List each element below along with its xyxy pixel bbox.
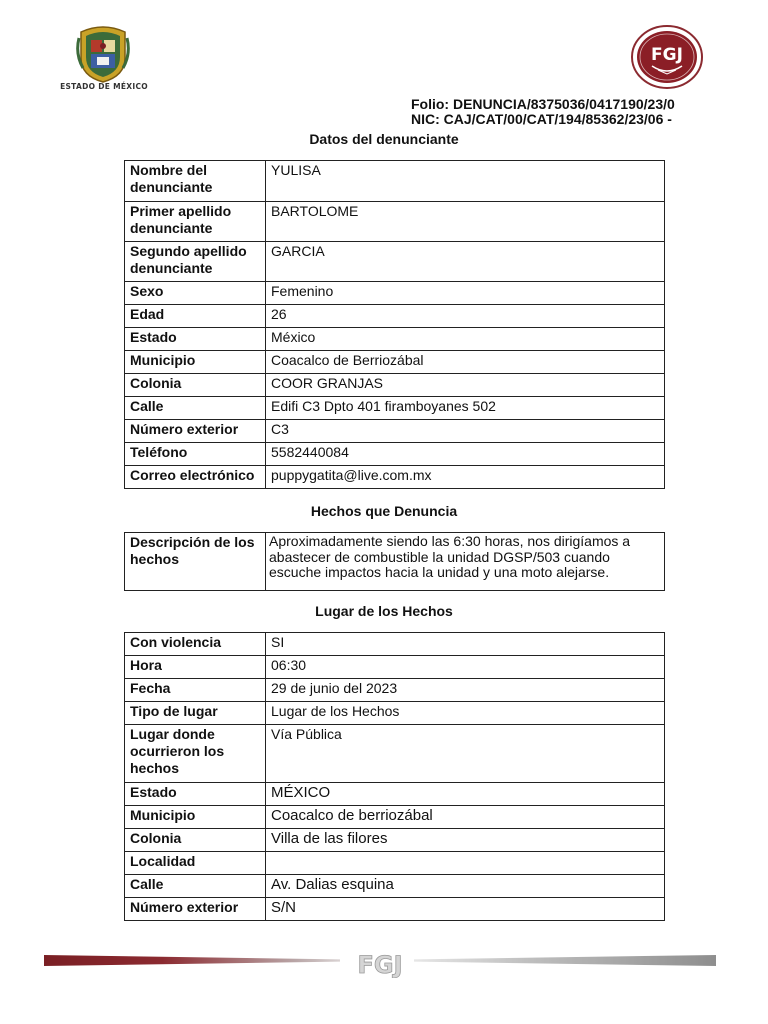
table-row (125, 533, 665, 591)
table-row (125, 656, 665, 679)
hechos-table (124, 532, 665, 591)
row-value: México (266, 328, 665, 351)
table-row (125, 679, 665, 702)
row-value: 06:30 (266, 656, 665, 679)
row-label: Correo electrónico (125, 466, 266, 489)
table-row (125, 829, 665, 852)
fgj-seal-logo (630, 24, 704, 90)
table-row (125, 328, 665, 351)
row-label: Nombre del denunciante (125, 161, 266, 202)
row-label: Teléfono (125, 443, 266, 466)
table-row (125, 898, 665, 921)
coat-of-arms-icon (75, 24, 131, 84)
table-row (125, 443, 665, 466)
row-label: Estado (125, 328, 266, 351)
row-label: Segundo apellido denunciante (125, 242, 266, 282)
table-row (125, 420, 665, 443)
folio-number: Folio: DENUNCIA/8375036/0417190/23/0 (411, 96, 675, 112)
footer-banner (44, 950, 716, 980)
svg-text:FGJ: FGJ (651, 45, 683, 65)
footer-right-bar (414, 955, 716, 966)
row-label: Municipio (125, 351, 266, 374)
row-value: BARTOLOME (266, 202, 665, 242)
section-title-denunciante: Datos del denunciante (309, 131, 459, 147)
row-value: S/N (266, 898, 665, 921)
row-value: Coacalco de Berriozábal (266, 351, 665, 374)
row-label: Con violencia (125, 633, 266, 656)
row-value: Coacalco de berriozábal (266, 806, 665, 829)
table-row (125, 806, 665, 829)
row-label: Colonia (125, 829, 266, 852)
row-value: COOR GRANJAS (266, 374, 665, 397)
estado-de-mexico-label: ESTADO DE MÉXICO (60, 82, 148, 91)
row-label: Colonia (125, 374, 266, 397)
table-row (125, 282, 665, 305)
row-label: Hora (125, 656, 266, 679)
table-row (125, 242, 665, 282)
table-row (125, 202, 665, 242)
section-title-lugar: Lugar de los Hechos (315, 603, 453, 619)
row-value: 26 (266, 305, 665, 328)
table-row (125, 852, 665, 875)
row-label: Tipo de lugar (125, 702, 266, 725)
nic-number: NIC: CAJ/CAT/00/CAT/194/85362/23/06 - (411, 111, 672, 127)
row-value: MÉXICO (266, 783, 665, 806)
row-value: YULISA (266, 161, 665, 202)
row-value: puppygatita@live.com.mx (266, 466, 665, 489)
row-value: Femenino (266, 282, 665, 305)
row-label: Número exterior (125, 898, 266, 921)
footer-left-bar (44, 955, 340, 966)
table-row (125, 305, 665, 328)
row-value: Aproximadamente siendo las 6:30 horas, nos dirigíamos a abastecer de combustible la unidad DGSP/503 cuando escuche impactos hacia la unidad y una moto alejarse. (266, 533, 665, 591)
section-title-hechos: Hechos que Denuncia (310, 503, 458, 519)
row-value: Av. Dalias esquina (266, 875, 665, 898)
row-label: Calle (125, 397, 266, 420)
row-label: Fecha (125, 679, 266, 702)
row-value: Villa de las filores (266, 829, 665, 852)
table-row (125, 161, 665, 202)
row-value: Lugar de los Hechos (266, 702, 665, 725)
row-label: Calle (125, 875, 266, 898)
table-row (125, 702, 665, 725)
table-row (125, 875, 665, 898)
table-row (125, 725, 665, 783)
row-label: Sexo (125, 282, 266, 305)
table-row (125, 374, 665, 397)
row-value: GARCIA (266, 242, 665, 282)
svg-text:FGJ: FGJ (357, 951, 403, 978)
row-label: Lugar donde ocurrieron los hechos (125, 725, 266, 783)
table-row (125, 397, 665, 420)
lugar-table (124, 632, 665, 921)
folio-block (411, 97, 675, 127)
table-row (125, 466, 665, 489)
row-label: Edad (125, 305, 266, 328)
table-row (125, 783, 665, 806)
fgj-seal-icon (630, 24, 704, 90)
row-value (266, 852, 665, 875)
row-value: SI (266, 633, 665, 656)
denunciante-table (124, 160, 665, 489)
row-label: Descripción de los hechos (125, 533, 266, 591)
row-label: Estado (125, 783, 266, 806)
table-row (125, 633, 665, 656)
fgj-footer-logo-icon (344, 950, 416, 978)
row-label: Localidad (125, 852, 266, 875)
row-value: 5582440084 (266, 443, 665, 466)
row-value: Vía Pública (266, 725, 665, 783)
row-label: Municipio (125, 806, 266, 829)
row-value: 29 de junio del 2023 (266, 679, 665, 702)
table-row (125, 351, 665, 374)
row-label: Número exterior (125, 420, 266, 443)
estado-de-mexico-logo (56, 24, 152, 96)
row-label: Primer apellido denunciante (125, 202, 266, 242)
row-value: Edifi C3 Dpto 401 firamboyanes 502 (266, 397, 665, 420)
row-value: C3 (266, 420, 665, 443)
